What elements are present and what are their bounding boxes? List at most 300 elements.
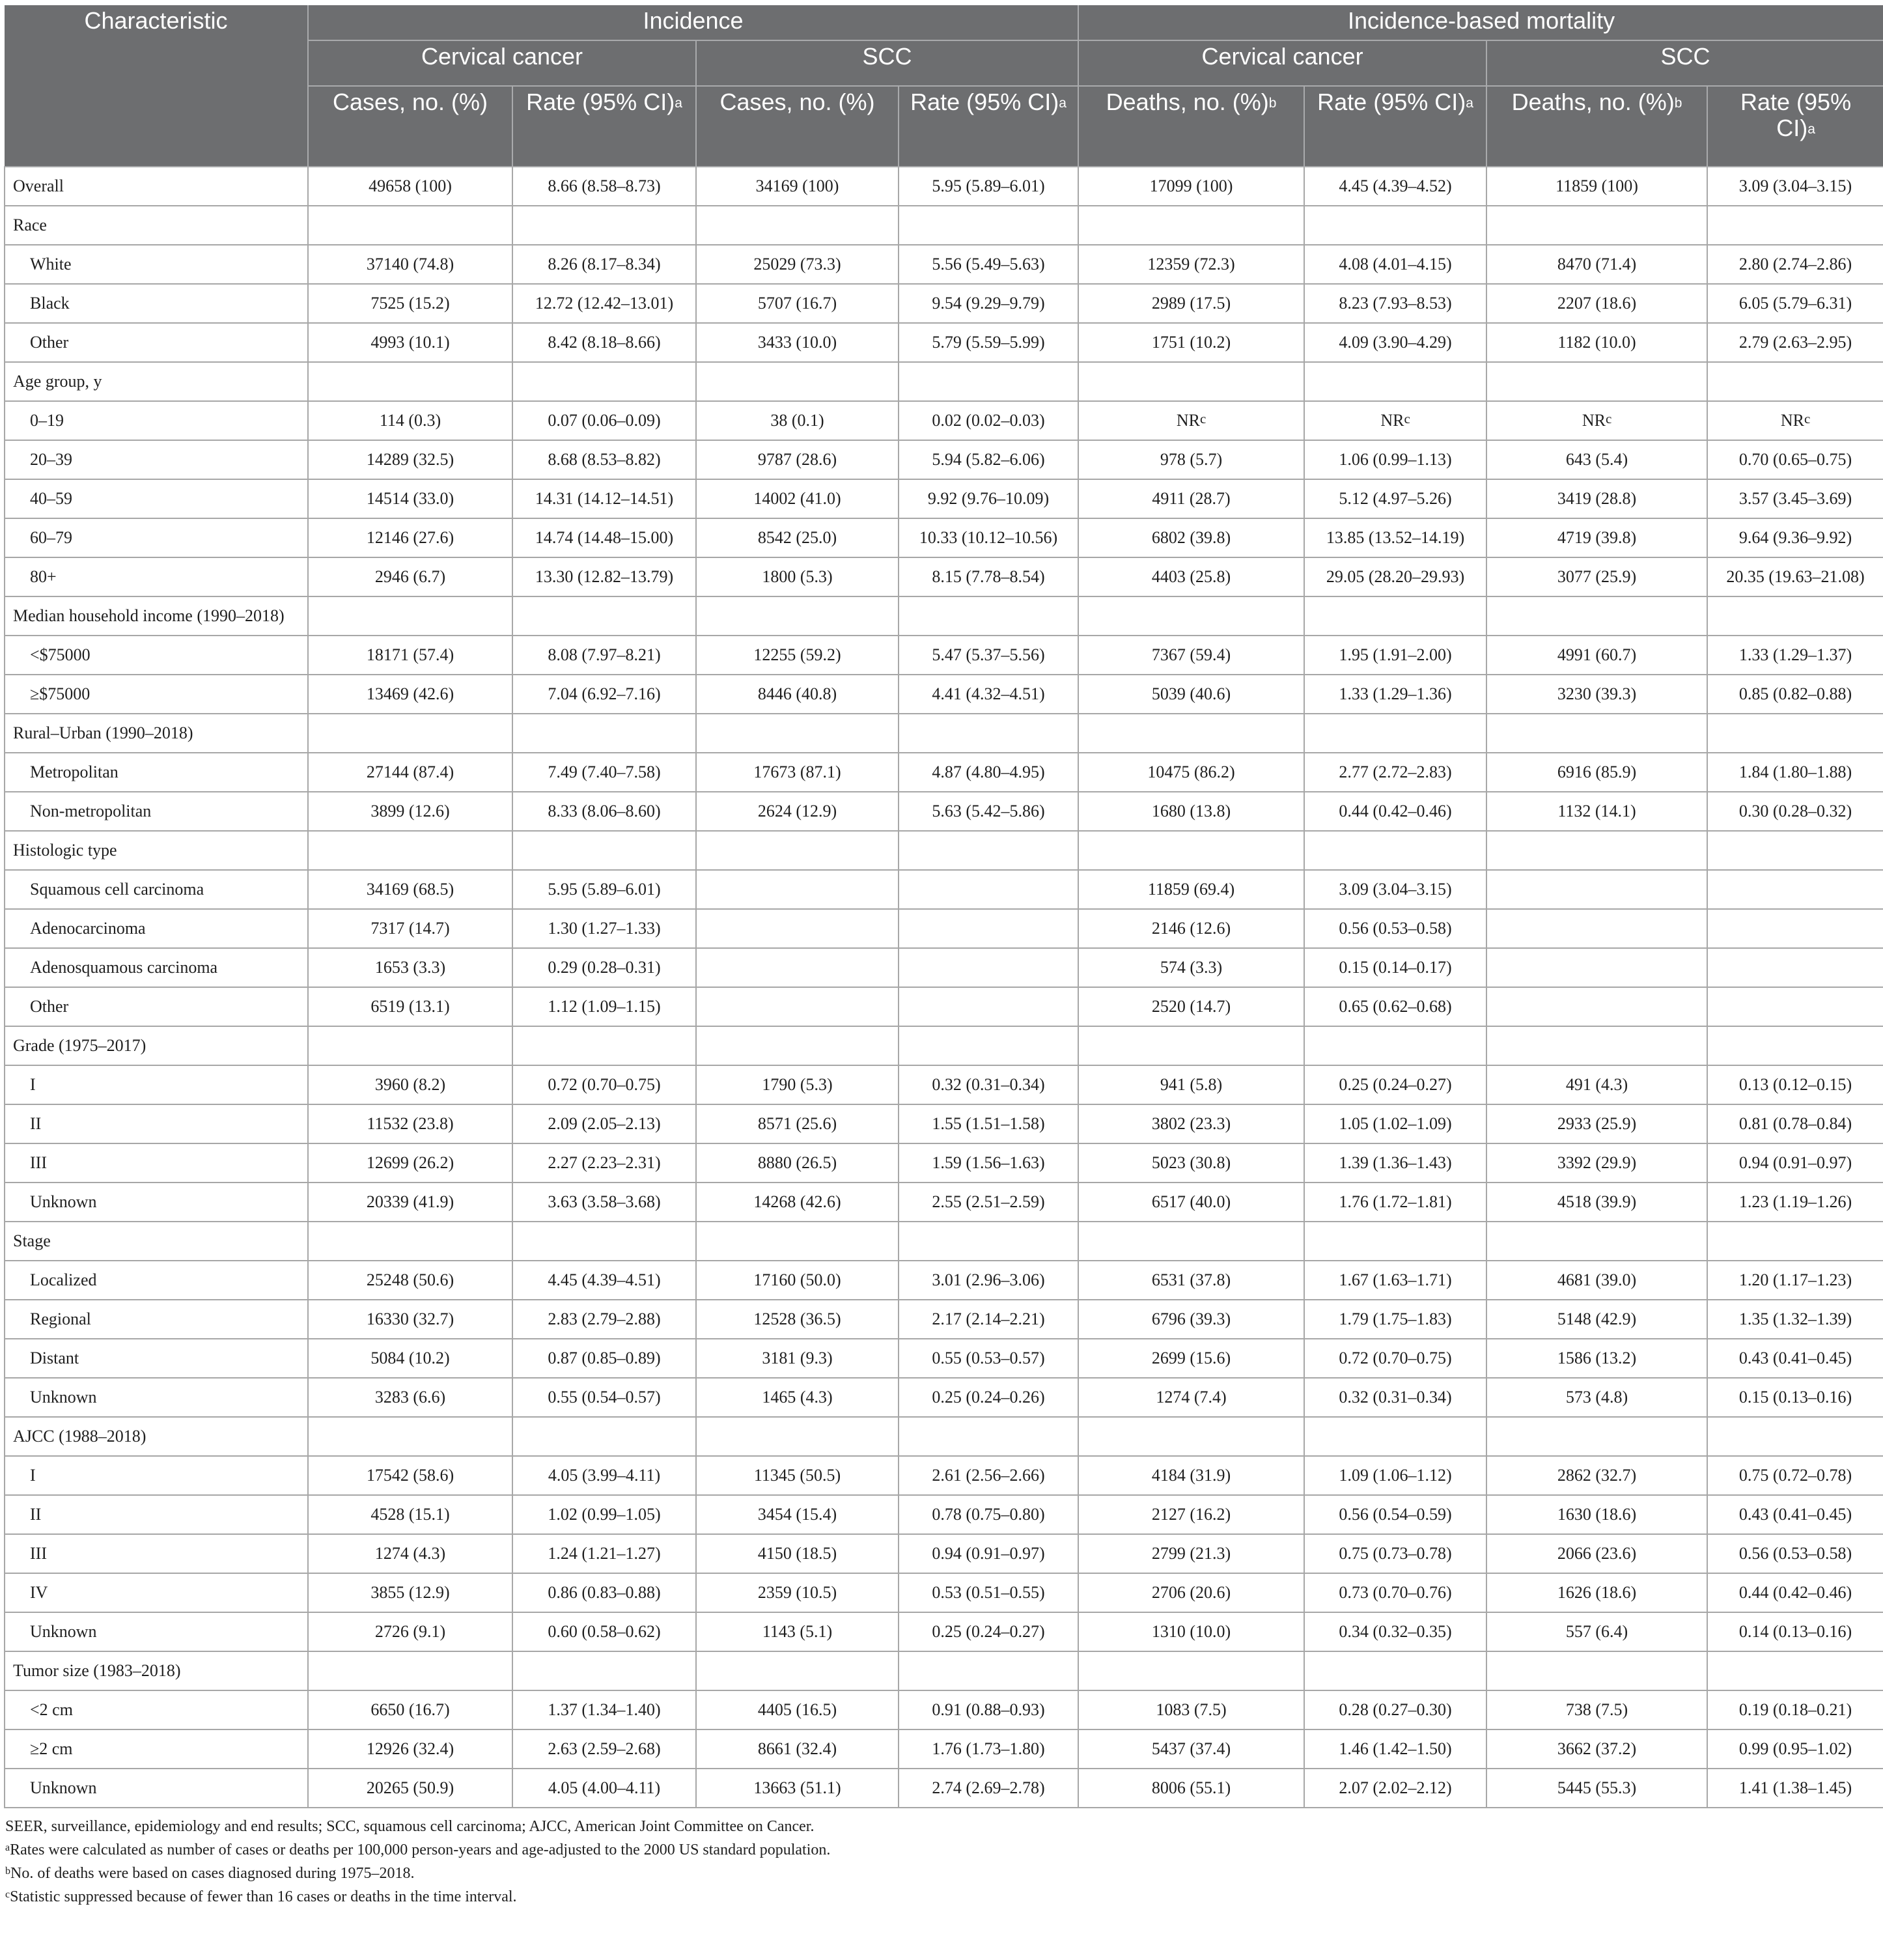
table-row: [5, 1065, 1883, 1104]
table-cell: [512, 948, 696, 987]
table-cell: [308, 753, 512, 792]
table-cell: [1486, 1769, 1707, 1808]
empty-cell: [1304, 1222, 1486, 1261]
footnote-mark: a: [5, 1842, 10, 1853]
table-cell: [1486, 1261, 1707, 1300]
empty-cell: [1078, 1026, 1304, 1065]
cell-value: 1800 (5.3): [762, 567, 833, 586]
cell-value: 12146 (27.6): [366, 528, 454, 547]
table-cell: [1304, 518, 1486, 557]
cell-value: 7.49 (7.40–7.58): [548, 763, 661, 781]
table-cell: [308, 284, 512, 323]
table-cell: [512, 1300, 696, 1339]
cell-value: 20265 (50.9): [366, 1778, 454, 1797]
section-row: [5, 206, 1883, 245]
table-cell: [1486, 636, 1707, 675]
table-cell: [899, 1183, 1078, 1222]
cell-value: 1.12 (1.09–1.15): [548, 997, 661, 1016]
table-cell: [308, 1769, 512, 1808]
cell-value: 1.37 (1.34–1.40): [548, 1700, 661, 1719]
table-cell: [308, 245, 512, 284]
cell-value: 0.44 (0.42–0.46): [1738, 1583, 1852, 1602]
cell-value: 2933 (25.9): [1557, 1114, 1637, 1133]
table-cell: [308, 792, 512, 831]
table-cell: [1707, 167, 1883, 206]
row-label: Unknown: [5, 1183, 308, 1222]
table-cell: [1707, 1183, 1883, 1222]
table-cell: [1486, 1729, 1707, 1769]
empty-cell: [1304, 362, 1486, 401]
empty-cell: [1304, 831, 1486, 870]
table-cell: [696, 1769, 899, 1808]
section-label: Histologic type: [5, 831, 308, 870]
cell-value: 2.09 (2.05–2.13): [548, 1114, 661, 1133]
cell-value: 1653 (3.3): [374, 958, 446, 977]
table-cell: [1304, 401, 1486, 440]
table-cell: [512, 245, 696, 284]
table-cell: [512, 1534, 696, 1573]
table-cell: [696, 636, 899, 675]
table-cell: [1486, 753, 1707, 792]
cell-value: 8.08 (7.97–8.21): [548, 645, 661, 664]
footnote-mark: c: [1404, 411, 1410, 427]
cell-value: 573 (4.8): [1565, 1388, 1628, 1407]
cell-value: 7.04 (6.92–7.16): [548, 684, 661, 703]
cell-value: 9787 (28.6): [757, 450, 837, 469]
table-cell: [1304, 675, 1486, 714]
table-cell: [1078, 948, 1304, 987]
row-label: Black: [5, 284, 308, 323]
table-cell: [512, 1183, 696, 1222]
row-label: ≥2 cm: [5, 1729, 308, 1769]
empty-cell: [1707, 1417, 1883, 1456]
table-cell: [899, 1065, 1078, 1104]
cell-value: 38 (0.1): [770, 411, 824, 430]
cell-value: 4.87 (4.80–4.95): [932, 763, 1045, 781]
cell-value: 0.43 (0.41–0.45): [1738, 1349, 1852, 1367]
cell-value: 1.67 (1.63–1.71): [1339, 1270, 1452, 1289]
cell-value: 34169 (68.5): [366, 880, 454, 899]
cell-value: 1.35 (1.32–1.39): [1738, 1309, 1852, 1328]
table-cell: [1707, 792, 1883, 831]
header-rate: Rate (95% CI)$^a$: [1304, 86, 1486, 167]
empty-cell: [696, 1026, 899, 1065]
table-cell: [899, 284, 1078, 323]
cell-value: 5039 (40.6): [1151, 684, 1231, 703]
cell-value: 0.25 (0.24–0.27): [1339, 1075, 1452, 1094]
cell-value: 27144 (87.4): [366, 763, 454, 781]
table-cell: [1078, 1183, 1304, 1222]
empty-cell: [308, 206, 512, 245]
table-cell: [696, 401, 899, 440]
cell-value: 16330 (32.7): [366, 1309, 454, 1328]
header-rate: Rate (95% CI)$^a$: [899, 86, 1078, 167]
cell-value: 12359 (72.3): [1147, 255, 1235, 273]
table-cell: [512, 909, 696, 948]
cell-value: 10475 (86.2): [1147, 763, 1235, 781]
cell-value: 2.79 (2.63–2.95): [1738, 333, 1852, 352]
cell-value: 17160 (50.0): [753, 1270, 841, 1289]
cell-value: 2.83 (2.79–2.88): [548, 1309, 661, 1328]
cell-value: 8.68 (8.53–8.82): [548, 450, 661, 469]
table-cell: [512, 479, 696, 518]
cell-value: 3855 (12.9): [370, 1583, 450, 1602]
table-cell: [1707, 1378, 1883, 1417]
cell-value: 17542 (58.6): [366, 1466, 454, 1485]
row-label: Localized: [5, 1261, 308, 1300]
cell-value: 7525 (15.2): [370, 294, 450, 313]
row-label: Squamous cell carcinoma: [5, 870, 308, 909]
empty-cell: [308, 362, 512, 401]
table-cell: [1304, 440, 1486, 479]
empty-cell: [696, 714, 899, 753]
cell-value: 5.56 (5.49–5.63): [932, 255, 1045, 273]
table-cell: [1078, 1378, 1304, 1417]
cell-value: 0.44 (0.42–0.46): [1339, 802, 1452, 820]
table-cell: [1304, 1729, 1486, 1769]
cell-value: 4991 (60.7): [1557, 645, 1637, 664]
row-label: Non-metropolitan: [5, 792, 308, 831]
table-cell: [1707, 323, 1883, 362]
table-cell: [1707, 948, 1883, 987]
cell-value: 5445 (55.3): [1557, 1778, 1637, 1797]
table-cell: [1486, 1495, 1707, 1534]
empty-cell: [512, 1222, 696, 1261]
cell-value: 2946 (6.7): [374, 567, 446, 586]
table-cell: [1486, 557, 1707, 596]
cell-value: 3.01 (2.96–3.06): [932, 1270, 1045, 1289]
table-cell: [308, 479, 512, 518]
empty-cell: [1486, 1026, 1707, 1065]
table-cell: [512, 323, 696, 362]
cell-value: 0.75 (0.72–0.78): [1738, 1466, 1852, 1485]
table-cell: [696, 1690, 899, 1729]
table-cell: [1304, 1065, 1486, 1104]
table-cell: [899, 1339, 1078, 1378]
table-cell: [1707, 1300, 1883, 1339]
cell-value: 1790 (5.3): [762, 1075, 833, 1094]
table-cell: [1078, 1065, 1304, 1104]
cell-value: 5707 (16.7): [757, 294, 837, 313]
empty-cell: [696, 596, 899, 636]
cell-value: 1630 (18.6): [1557, 1505, 1637, 1524]
table-cell: [899, 518, 1078, 557]
footnote-mark: c: [1605, 411, 1612, 427]
footnote-text: Rates were calculated as number of cases or deaths per 100,000 person-years and age-adjusted to the 2000 US standard population.: [10, 1841, 831, 1858]
table-row: [5, 987, 1883, 1026]
cell-value: 1.39 (1.36–1.43): [1339, 1153, 1452, 1172]
cell-value: 20339 (41.9): [366, 1192, 454, 1211]
cell-value: 14.31 (14.12–14.51): [535, 489, 674, 508]
cell-value: 0.99 (0.95–1.02): [1738, 1739, 1852, 1758]
cell-value: 2726 (9.1): [374, 1622, 446, 1641]
cell-value: 9.64 (9.36–9.92): [1738, 528, 1852, 547]
table-cell: [308, 1690, 512, 1729]
table-cell: [899, 1143, 1078, 1183]
empty-cell: [308, 596, 512, 636]
cell-value: 17099 (100): [1149, 176, 1233, 195]
empty-cell: [308, 1026, 512, 1065]
cell-value: 2207 (18.6): [1557, 294, 1637, 313]
table-cell: [1078, 1495, 1304, 1534]
empty-cell: [1486, 714, 1707, 753]
table-cell: [308, 1612, 512, 1651]
cell-value: 0.56 (0.53–0.58): [1738, 1544, 1852, 1563]
table-cell: [696, 1573, 899, 1612]
empty-cell: [1707, 362, 1883, 401]
table-cell: [1707, 557, 1883, 596]
table-cell: [1304, 948, 1486, 987]
table-row: [5, 1378, 1883, 1417]
table-cell: [308, 870, 512, 909]
row-label: Overall: [5, 167, 308, 206]
footnote: [5, 1838, 1883, 1862]
table-cell: [696, 1104, 899, 1143]
cell-value: 3960 (8.2): [374, 1075, 446, 1094]
row-label: 20–39: [5, 440, 308, 479]
table-cell: [1078, 557, 1304, 596]
cell-value: 0.73 (0.70–0.76): [1339, 1583, 1452, 1602]
table-cell: [1707, 1690, 1883, 1729]
table-cell: [308, 401, 512, 440]
cell-value: 1.06 (0.99–1.13): [1339, 450, 1452, 469]
table-cell: [1078, 401, 1304, 440]
table-cell: [1707, 401, 1883, 440]
cell-value: 14.74 (14.48–15.00): [535, 528, 674, 547]
cell-value: 0.02 (0.02–0.03): [932, 411, 1045, 430]
empty-cell: [1707, 831, 1883, 870]
table-cell: [1078, 636, 1304, 675]
cell-value: 1.46 (1.42–1.50): [1339, 1739, 1452, 1758]
table-cell: [899, 1769, 1078, 1808]
cell-value: 5.47 (5.37–5.56): [932, 645, 1045, 664]
table-cell: [308, 1339, 512, 1378]
cell-value: 13.85 (13.52–14.19): [1326, 528, 1465, 547]
cell-value: 2799 (21.3): [1151, 1544, 1231, 1563]
cell-value: 37140 (74.8): [366, 255, 454, 273]
table-cell: [1707, 1339, 1883, 1378]
table-row: [5, 1690, 1883, 1729]
table-cell: [899, 987, 1078, 1026]
table-cell: [1078, 1729, 1304, 1769]
row-label: Distant: [5, 1339, 308, 1378]
table-cell: [308, 909, 512, 948]
table-row: [5, 167, 1883, 206]
table-row: [5, 401, 1883, 440]
table-cell: [1707, 440, 1883, 479]
cell-value: 0.43 (0.41–0.45): [1738, 1505, 1852, 1524]
cell-value: 5.95 (5.89–6.01): [932, 176, 1045, 195]
cell-value: 1143 (5.1): [762, 1622, 833, 1641]
table-cell: [1304, 870, 1486, 909]
cell-value: 4184 (31.9): [1151, 1466, 1231, 1485]
cell-value: 4.05 (4.00–4.11): [548, 1778, 661, 1797]
cell-value: 3.63 (3.58–3.68): [548, 1192, 661, 1211]
row-label: Unknown: [5, 1378, 308, 1417]
cell-value: 1.02 (0.99–1.05): [548, 1505, 661, 1524]
table-cell: [512, 1769, 696, 1808]
cell-value: 1465 (4.3): [762, 1388, 833, 1407]
row-label: Adenosquamous carcinoma: [5, 948, 308, 987]
cell-value: 10.33 (10.12–10.56): [919, 528, 1058, 547]
table-row: [5, 909, 1883, 948]
cell-value: 3181 (9.3): [762, 1349, 833, 1367]
table-cell: [899, 753, 1078, 792]
table-cell: [696, 1534, 899, 1573]
table-cell: [1304, 1339, 1486, 1378]
cell-value: 0.56 (0.53–0.58): [1339, 919, 1452, 938]
row-label: II: [5, 1495, 308, 1534]
table-cell: [1486, 1065, 1707, 1104]
table-cell: [696, 518, 899, 557]
table-cell: [512, 1495, 696, 1534]
table-cell: [512, 557, 696, 596]
cell-value: 8446 (40.8): [757, 684, 837, 703]
cell-value: 1586 (13.2): [1557, 1349, 1637, 1367]
table-cell: [1078, 987, 1304, 1026]
cell-value: 5084 (10.2): [370, 1349, 450, 1367]
cell-value: 3419 (28.8): [1557, 489, 1637, 508]
table-cell: [899, 167, 1078, 206]
table-cell: [696, 1065, 899, 1104]
table-cell: [308, 167, 512, 206]
table-row: [5, 1573, 1883, 1612]
cell-value: 5.79 (5.59–5.99): [932, 333, 1045, 352]
cell-value: 5.95 (5.89–6.01): [548, 880, 661, 899]
cell-value: 2146 (12.6): [1151, 919, 1231, 938]
cell-value: 12926 (32.4): [366, 1739, 454, 1758]
cell-value: 3.09 (3.04–3.15): [1339, 880, 1452, 899]
table-cell: [512, 1729, 696, 1769]
table-cell: [696, 1729, 899, 1769]
empty-cell: [1078, 1222, 1304, 1261]
cell-value: 4.45 (4.39–4.51): [548, 1270, 661, 1289]
table-cell: [1486, 284, 1707, 323]
table-row: [5, 557, 1883, 596]
empty-cell: [1707, 206, 1883, 245]
cell-value: 9.92 (9.76–10.09): [927, 489, 1050, 508]
cell-value: 0.65 (0.62–0.68): [1339, 997, 1452, 1016]
table-cell: [899, 1534, 1078, 1573]
table-cell: [1078, 1769, 1304, 1808]
cell-value: 1.84 (1.80–1.88): [1738, 763, 1852, 781]
table-cell: [1078, 1456, 1304, 1495]
cell-value: 2.27 (2.23–2.31): [548, 1153, 661, 1172]
table-cell: [696, 792, 899, 831]
empty-cell: [1078, 1651, 1304, 1690]
cell-value: 9.54 (9.29–9.79): [932, 294, 1045, 313]
cell-value: 0.72 (0.70–0.75): [1339, 1349, 1452, 1367]
cell-value: 3899 (12.6): [370, 802, 450, 820]
cell-value: 1626 (18.6): [1557, 1583, 1637, 1602]
row-label: I: [5, 1456, 308, 1495]
table-cell: [696, 948, 899, 987]
row-label: III: [5, 1143, 308, 1183]
cell-value: 2.07 (2.02–2.12): [1339, 1778, 1452, 1797]
table-row: [5, 753, 1883, 792]
table-cell: [1078, 675, 1304, 714]
header-cases: Cases, no. (%): [308, 86, 512, 167]
cell-value: 14289 (32.5): [366, 450, 454, 469]
empty-cell: [1078, 1417, 1304, 1456]
row-label: II: [5, 1104, 308, 1143]
cell-value: 2.77 (2.72–2.83): [1339, 763, 1452, 781]
table-cell: [512, 1378, 696, 1417]
cell-value: 3802 (23.3): [1151, 1114, 1231, 1133]
table-cell: [1078, 1612, 1304, 1651]
cell-value: 13469 (42.6): [366, 684, 454, 703]
cell-value: 13663 (51.1): [753, 1778, 841, 1797]
table-cell: [308, 1261, 512, 1300]
cell-value: 8571 (25.6): [757, 1114, 837, 1133]
table-cell: [308, 1534, 512, 1573]
cell-value: 11859 (69.4): [1147, 880, 1235, 899]
row-label: III: [5, 1534, 308, 1573]
table-cell: [308, 636, 512, 675]
table-cell: [899, 479, 1078, 518]
header-mortality-scc: SCC: [1486, 40, 1883, 86]
table-cell: [308, 675, 512, 714]
section-label: Race: [5, 206, 308, 245]
cell-value: 4.41 (4.32–4.51): [932, 684, 1045, 703]
table-cell: [308, 518, 512, 557]
table-header: [5, 5, 1883, 167]
cell-value: 2699 (15.6): [1151, 1349, 1231, 1367]
cell-value: 34169 (100): [755, 176, 839, 195]
empty-cell: [1707, 1651, 1883, 1690]
table-cell: [1707, 1104, 1883, 1143]
empty-cell: [1486, 831, 1707, 870]
footnote-text: Statistic suppressed because of fewer than 16 cases or deaths in the time interval.: [10, 1888, 517, 1905]
table-cell: [1078, 245, 1304, 284]
cell-value: 3077 (25.9): [1557, 567, 1637, 586]
cell-value: NR: [1582, 411, 1606, 430]
cell-value: 12.72 (12.42–13.01): [535, 294, 674, 313]
row-label: Unknown: [5, 1612, 308, 1651]
empty-cell: [899, 714, 1078, 753]
table-cell: [899, 792, 1078, 831]
table-row: [5, 948, 1883, 987]
table-cell: [899, 909, 1078, 948]
empty-cell: [1304, 1417, 1486, 1456]
cell-value: 4.45 (4.39–4.52): [1339, 176, 1452, 195]
cell-value: 1751 (10.2): [1151, 333, 1231, 352]
table-cell: [1304, 909, 1486, 948]
table-cell: [696, 675, 899, 714]
table-cell: [1304, 1534, 1486, 1573]
table-cell: [696, 1300, 899, 1339]
cell-value: 1274 (7.4): [1156, 1388, 1227, 1407]
table-cell: [308, 987, 512, 1026]
section-row: [5, 831, 1883, 870]
cell-value: 0.91 (0.88–0.93): [932, 1700, 1045, 1719]
table-cell: [308, 1456, 512, 1495]
empty-cell: [512, 206, 696, 245]
table-cell: [1486, 245, 1707, 284]
cell-value: 4.05 (3.99–4.11): [548, 1466, 661, 1485]
cell-value: 1.59 (1.56–1.63): [932, 1153, 1045, 1172]
table-cell: [1304, 1143, 1486, 1183]
empty-cell: [1486, 362, 1707, 401]
table-cell: [1486, 1456, 1707, 1495]
table-cell: [512, 1339, 696, 1378]
cell-value: 0.87 (0.85–0.89): [548, 1349, 661, 1367]
cell-value: 12255 (59.2): [753, 645, 841, 664]
cell-value: 29.05 (28.20–29.93): [1326, 567, 1465, 586]
cell-value: 1.76 (1.72–1.81): [1339, 1192, 1452, 1211]
cell-value: 2.80 (2.74–2.86): [1738, 255, 1852, 273]
header-incidence: Incidence: [308, 5, 1078, 40]
